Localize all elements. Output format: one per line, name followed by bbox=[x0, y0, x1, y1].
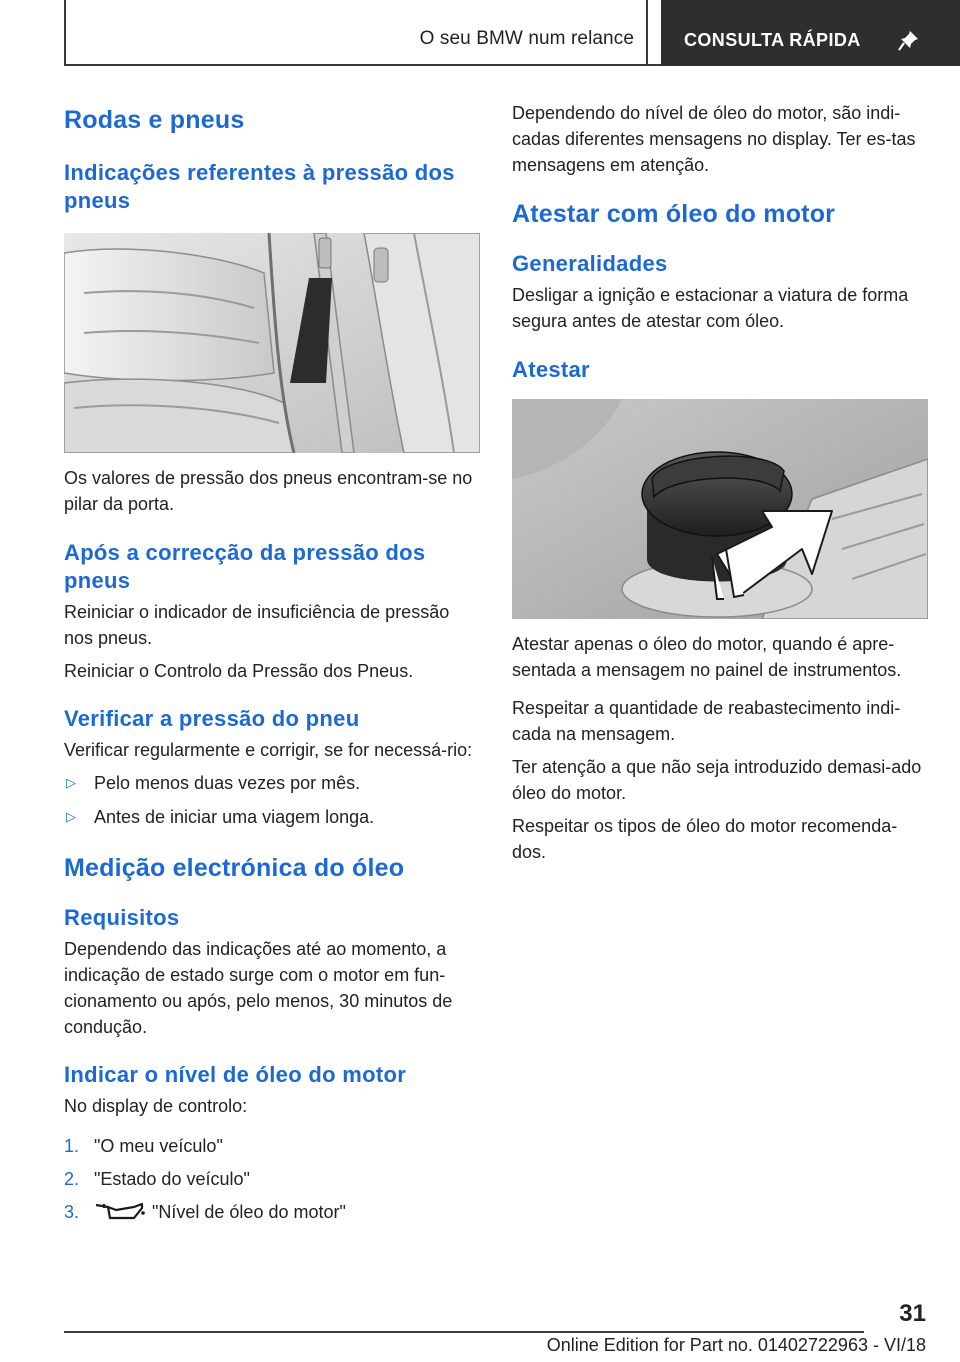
left-column bbox=[64, 96, 480, 1232]
paragraph-display: No display de controlo: bbox=[64, 1096, 248, 1116]
figure-door-pillar bbox=[64, 233, 480, 453]
footer-edition: Online Edition for Part no. 01402722963 - VI/18 bbox=[546, 1335, 926, 1355]
section-title: O seu BMW num relance bbox=[419, 28, 634, 49]
caption-atestar-oleo: Atestar apenas o óleo do motor, quando é apre‐sentada a mensagem no painel de instrumentos. bbox=[512, 634, 902, 680]
steps-list bbox=[64, 1133, 480, 1225]
figure-oil-filler-cap bbox=[512, 399, 928, 619]
triangle-bullet-icon: ▷ bbox=[66, 809, 76, 824]
heading-indicar-nivel: Indicar o nível de óleo do motor bbox=[64, 1062, 407, 1087]
heading-apos-correccao: Após a correcção da pressão dos pneus bbox=[64, 540, 426, 593]
list-item: ▷ Pelo menos duas vezes por mês. bbox=[64, 770, 480, 796]
list-item: 2. "Estado do veículo" bbox=[64, 1169, 250, 1189]
heading-medicao-oleo: Medição electrónica do óleo bbox=[64, 854, 405, 882]
heading-atestar-oleo: Atestar com óleo do motor bbox=[512, 200, 836, 228]
list-item: 1. "O meu veículo" bbox=[64, 1136, 223, 1156]
list-item: 3. "Nível de óleo do motor" bbox=[64, 1202, 346, 1222]
footer-rule bbox=[64, 1331, 864, 1333]
paragraph-reset-control: Reiniciar o Controlo da Pressão dos Pneus. bbox=[64, 661, 414, 681]
list-item: ▷ Antes de iniciar uma viagem longa. bbox=[64, 804, 480, 830]
paragraph-oil-messages: Dependendo do nível de óleo do motor, são indi‐cadas diferentes mensagens no display. Ter es‐tas mensagens em atenção. bbox=[512, 103, 916, 175]
heading-requisitos: Requisitos bbox=[64, 905, 180, 930]
caption-tire-pressure-location: Os valores de pressão dos pneus encontram-se no pilar da porta. bbox=[64, 468, 473, 514]
right-column bbox=[512, 96, 928, 865]
paragraph-tipos-oleo: Respeitar os tipos de óleo do motor recomenda‐dos. bbox=[512, 816, 898, 862]
page-number: 31 bbox=[899, 1300, 926, 1327]
heading-verificar-pressao: Verificar a pressão do pneu bbox=[64, 706, 360, 731]
paragraph-requisitos: Dependendo das indicações até ao momento, a indicação de estado surge com o motor em fun‐cionamento ou após, pelo menos, 30 minutos de condução. bbox=[64, 939, 453, 1037]
pin-icon bbox=[897, 28, 921, 52]
triangle-bullet-icon: ▷ bbox=[66, 775, 76, 790]
paragraph-reset-indicator: Reiniciar o indicador de insuficiência de pressão nos pneus. bbox=[64, 602, 450, 648]
paragraph-quantidade: Respeitar a quantidade de reabastecimento indi‐cada na mensagem. bbox=[512, 698, 901, 744]
heading-generalidades: Generalidades bbox=[512, 251, 668, 276]
heading-atestar: Atestar bbox=[512, 357, 590, 382]
check-list bbox=[64, 770, 480, 830]
paragraph-demasiado: Ter atenção a que não seja introduzido demasi‐ado óleo do motor. bbox=[512, 757, 922, 803]
heading-rodas-e-pneus: Rodas e pneus bbox=[64, 106, 245, 134]
paragraph-verificar: Verificar regularmente e corrigir, se for necessá‐rio: bbox=[64, 740, 473, 760]
header-section-box bbox=[64, 0, 648, 66]
oil-can-icon bbox=[94, 1200, 146, 1222]
heading-indicacoes-pressao: Indicações referentes à pressão dos pneus bbox=[64, 160, 455, 213]
chapter-title: CONSULTA RÁPIDA bbox=[684, 30, 861, 50]
chapter-tab[interactable] bbox=[661, 0, 960, 66]
paragraph-generalidades: Desligar a ignição e estacionar a viatura de forma segura antes de atestar com óleo. bbox=[512, 285, 909, 331]
